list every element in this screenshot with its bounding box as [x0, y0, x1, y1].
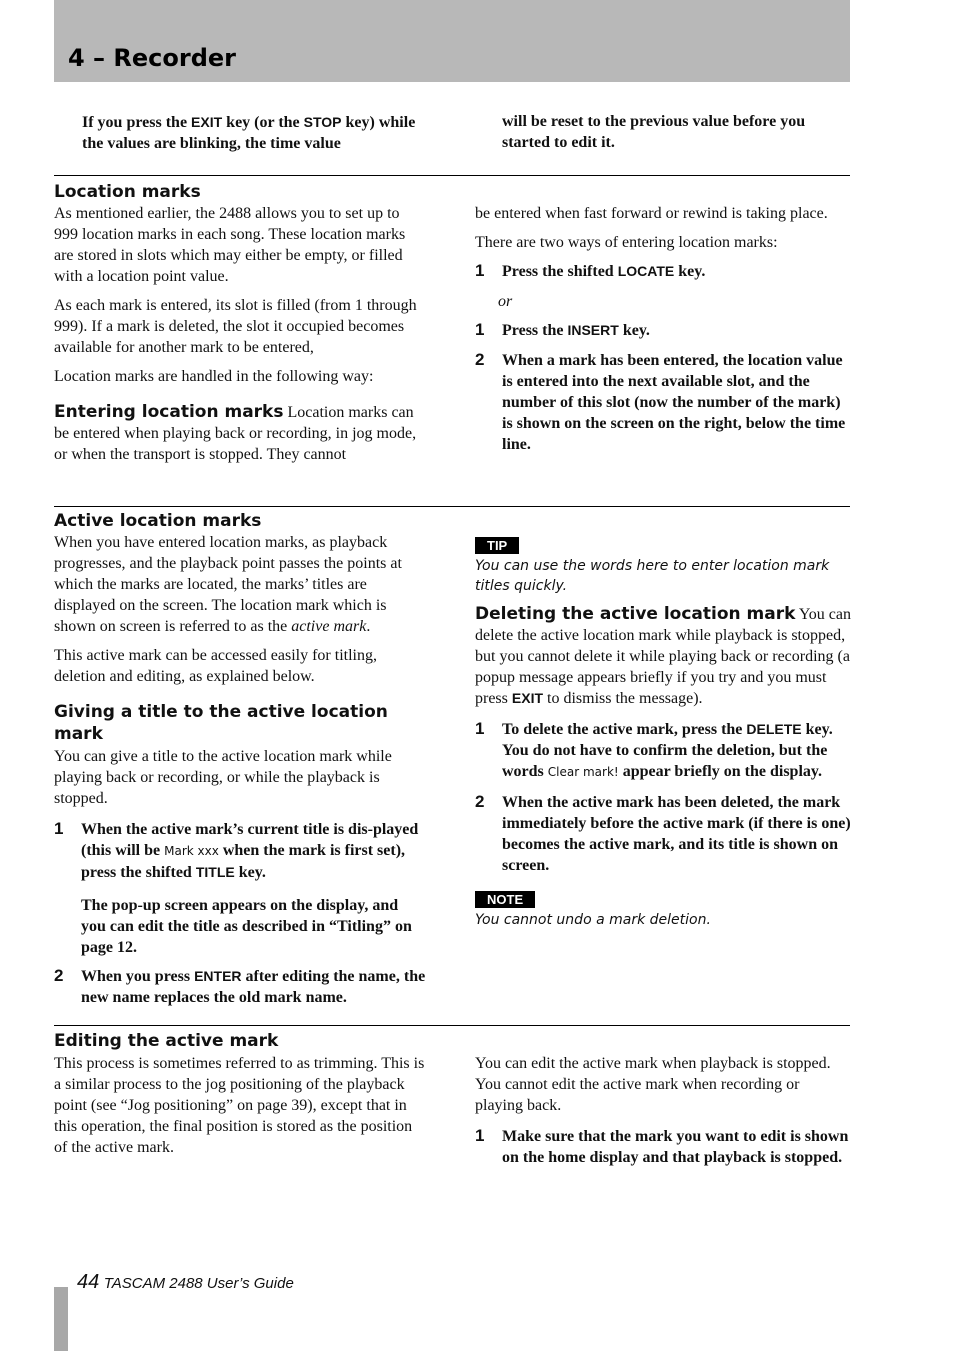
section-divider	[54, 1025, 850, 1026]
step-number: 1	[54, 819, 64, 838]
footer-bar	[54, 1287, 68, 1351]
step-number: 1	[475, 320, 485, 339]
section-divider	[54, 175, 850, 176]
editing-left-column	[54, 1053, 426, 1166]
paragraph: You can edit the active mark when playback is stopped. You cannot edit the active mark when recording or playing back.	[475, 1055, 831, 1114]
display-text: Mark xxx	[164, 844, 219, 858]
subheading-deleting-active-mark: Deleting the active location mark	[475, 604, 796, 624]
step-item: 2 When you press ENTER after editing the name, the new name replaces the old mark name.	[54, 966, 426, 1006]
exit-key-label: EXIT	[191, 114, 223, 130]
step-number: 2	[475, 792, 485, 811]
paragraph: Location marks are handled in the following way:	[54, 368, 374, 385]
display-text: Clear mark!	[547, 765, 619, 779]
step-number: 1	[475, 261, 485, 280]
tip-badge: TIP	[475, 537, 519, 554]
tip-text: You can use the words here to enter location mark titles quickly.	[475, 558, 830, 594]
paragraph: This active mark can be accessed easily for titling, deletion and editing, as explained below.	[54, 647, 377, 685]
stop-key-label: STOP	[303, 114, 342, 130]
step-item: 2 When a mark has been entered, the location value is entered into the next available slot, and the number of this slot (now the number of the mark) is shown on the screen on the right, below the time line.	[475, 350, 846, 453]
active-marks-right-column	[475, 521, 851, 938]
emphasis-term: active mark	[291, 618, 367, 635]
paragraph: Deleting the active location mark You can delete the active location mark while playback is stopped, but you cannot delete it while playing back or recording (a popup message appears briefly if you try and you must press EXIT to dismiss the message).	[475, 604, 851, 707]
paragraph: As each mark is entered, its slot is filled (from 1 through 999). If a mark is deleted, the slot it occupied becomes available for another mark to be entered,	[54, 297, 417, 356]
chapter-title: 4 – Recorder	[68, 44, 237, 72]
page-footer	[77, 1272, 294, 1294]
note-text: You cannot undo a mark deletion.	[475, 912, 711, 928]
step-number: 1	[475, 1126, 485, 1145]
locate-key-label: LOCATE	[617, 263, 675, 279]
footer-label: TASCAM 2488 User’s Guide	[103, 1275, 294, 1292]
or-separator: or	[498, 293, 513, 310]
subheading-entering-location-marks: Entering location marks	[54, 402, 284, 422]
intro-warning-left: If you press the EXIT key (or the STOP key) while the values are blinking, the time value	[82, 114, 416, 152]
step-number: 2	[475, 350, 485, 369]
step-item: 1 Press the shifted LOCATE key.	[475, 261, 706, 280]
step-item: 1 To delete the active mark, press the DELETE key. You do not have to confirm the deletion, but the words Clear mark! appear briefly on the display.	[475, 719, 833, 780]
note-badge: NOTE	[475, 891, 535, 908]
step-number: 2	[54, 966, 64, 985]
page-number: 44	[77, 1271, 100, 1293]
subheading-giving-a-title: Giving a title to the active location mark	[54, 702, 388, 744]
step-item: 1 When the active mark’s current title is dis-played (this will be Mark xxx when the mark is first set), press the shifted TITLE key.	[54, 819, 419, 881]
section-heading-active-location-marks: Active location marks	[54, 511, 262, 531]
exit-key-label: EXIT	[511, 690, 544, 706]
delete-key-label: DELETE	[746, 721, 802, 737]
step-number: 1	[475, 719, 485, 738]
step-item: 1 Press the INSERT key.	[475, 320, 650, 339]
paragraph: This process is sometimes referred to as trimming. This is a similar process to the jog positioning of the playback point (see “Jog positioning” on page 39), except that in this operation, the final position is stored as the position of the active mark.	[54, 1055, 425, 1156]
intro-warning-right: will be reset to the previous value before you started to edit it.	[502, 113, 806, 151]
location-marks-left-column	[54, 203, 426, 473]
section-heading-location-marks: Location marks	[54, 182, 201, 202]
paragraph: As mentioned earlier, the 2488 allows you to set up to 999 location marks in each song. These location marks are stored in slots which may either be empty, or filled with a location point value.	[54, 205, 406, 285]
paragraph: When you have entered location marks, as playback progresses, and the playback point passes the points at which the marks are located, the marks’ titles are displayed on the screen. The location mark which is shown on screen is referred to as the active mark.	[54, 534, 402, 635]
step-item: 2 When the active mark has been deleted, the mark immediately before the active mark (if there is one) becomes the active mark, and its title is shown on screen.	[475, 792, 851, 874]
enter-key-label: ENTER	[194, 968, 242, 984]
chapter-header-bar	[54, 0, 850, 82]
insert-key-label: INSERT	[567, 322, 619, 338]
section-heading-editing-active-mark: Editing the active mark	[54, 1031, 279, 1051]
paragraph: There are two ways of entering location marks:	[475, 234, 778, 251]
step-item: 1 Make sure that the mark you want to edit is shown on the home display and that playback is stopped.	[475, 1126, 849, 1166]
paragraph: Entering location marks Location marks can be entered when playing back or recording, in jog mode, or when the transport is stopped. They cannot	[54, 402, 417, 463]
title-key-label: TITLE	[195, 864, 235, 880]
section-divider	[54, 506, 850, 507]
paragraph: be entered when fast forward or rewind is taking place.	[475, 205, 828, 222]
active-marks-left-column	[54, 532, 426, 1017]
editing-right-column	[475, 1053, 851, 1177]
location-marks-right-column	[475, 203, 851, 464]
paragraph: You can give a title to the active location mark while playing back or recording, or while the playback is stopped.	[54, 748, 392, 807]
step-continuation: The pop-up screen appears on the display, and you can edit the title as described in “Titling” on page 12.	[81, 897, 412, 956]
